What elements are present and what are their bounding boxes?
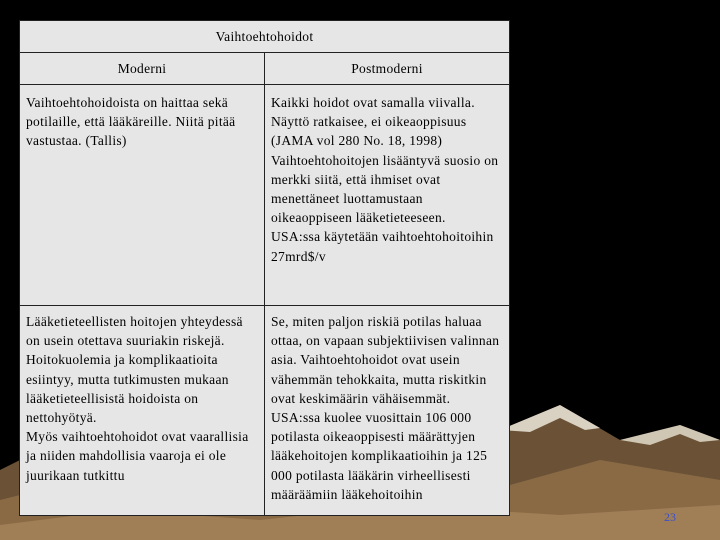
cell-text: Se, miten paljon riskiä potilas haluaa ottaa, on vapaan subjektiivisen valinnan asia. Vaihtoehtohoidot ovat usein vähemmän tehokkaita, mutta riskitkin ovat keskimäärin vähäisemmät. USA:ssa kuolee vuosittain 106 000 potilasta oikeaoppisesti määrättyjen lääkehoitojen komplikaatioihin ja 125 000 potilasta lääkärin virheellisesti määräämiin lääkehoitoihin — [271, 314, 500, 502]
table-title: Vaihtoehtohoidot — [20, 21, 510, 53]
cell-text: Lääketieteellisten hoitojen yhteydessä on usein otettava suuriakin riskejä. Hoitokuolemia ja komplikaatioita esiintyy, mutta tutkimusten mukaan lääketieteellisistä hoidoista on nettohyötyä. Myös vaihtoehtohoidot ovat vaarallisia ja niiden mahdollisia vaaroja ei ole juurikaan tutkittu — [26, 314, 249, 483]
cell-text: Vaihtoehtohoidoista on haittaa sekä potilaille, että lääkäreille. Niitä pitää vastustaa. (Tallis) — [26, 95, 236, 149]
table-cell-postmoderni — [265, 306, 510, 516]
cell-text: Kaikki hoidot ovat samalla viivalla. Näyttö ratkaisee, ei oikeaoppisuus (JAMA vol 280 No. 18, 1998) Vaihtoehtohoitojen lisääntyvä suosio on merkki siitä, että ihmiset ovat menettäneet luottamustaan oikeaoppiseen lääketieteeseen. USA:ssa käytetään vaihtoehtohoitoihin 27mrd$/v — [271, 95, 499, 264]
table-cell-moderni — [20, 85, 265, 306]
column-header-postmoderni: Postmoderni — [265, 53, 510, 85]
table-cell-moderni — [20, 306, 265, 516]
page-number: 23 — [664, 510, 676, 524]
column-header-moderni: Moderni — [20, 53, 265, 85]
comparison-table — [19, 20, 510, 516]
table-row — [20, 306, 510, 516]
table-row — [20, 85, 510, 306]
table-cell-postmoderni — [265, 85, 510, 306]
